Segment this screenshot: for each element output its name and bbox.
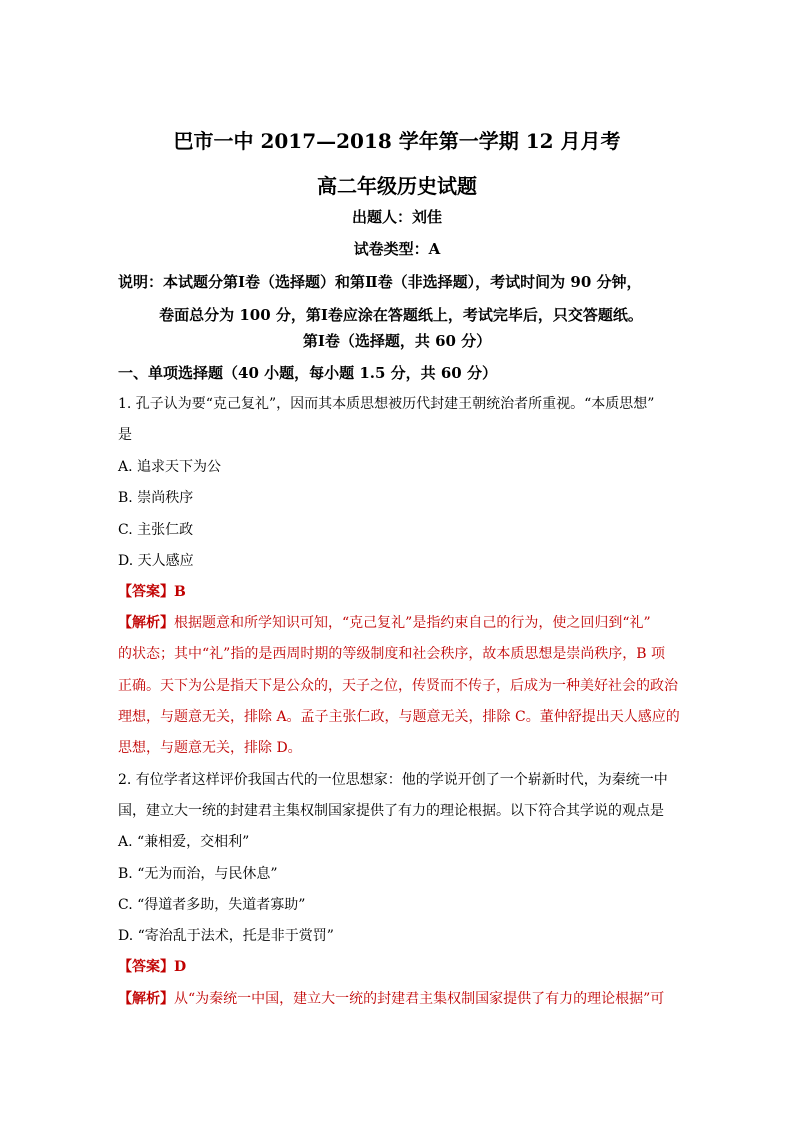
- instructions-line-2: 卷面总分为 100 分，第Ⅰ卷应涂在答题纸上，考试完毕后，只交答题纸。: [159, 306, 643, 324]
- q1-analysis-line-2: 的状态；其中“礼”指的是西周时期的等级制度和社会秩序，故本质思想是崇尚秩序，B 项: [118, 646, 666, 662]
- q2-option-a: A. “兼相爱，交相利”: [118, 834, 250, 850]
- q1-analysis-line-1: [118, 612, 678, 632]
- q2-stem-line-1: 2. 有位学者这样评价我国古代的一位思想家：他的学说开创了一个崭新时代，为秦统一中: [118, 772, 668, 788]
- q1-answer-value: B: [174, 584, 186, 600]
- q1-analysis-line-5: 思想，与题意无关，排除 D。: [118, 740, 302, 756]
- q1-option-c: C. 主张仁政: [118, 522, 194, 538]
- q1-option-d: D. 天人感应: [118, 553, 194, 569]
- q1-analysis-line-4: 理想，与题意无关，排除 A。孟子主张仁政，与题意无关，排除 C。董仲舒提出天人感应的: [118, 709, 680, 725]
- part-heading: 第Ⅰ卷（选择题，共 60 分）: [302, 332, 492, 350]
- q1-analysis-line-3: 正确。天下为公是指天下是公众的，天子之位，传贤而不传子，后成为一种美好社会的政治: [118, 678, 678, 694]
- q2-option-d: D. “寄治乱于法术，托是非于赏罚”: [118, 928, 334, 944]
- q2-option-b: B. “无为而治，与民休息”: [118, 866, 278, 882]
- q2-analysis-label: 【解析】: [118, 991, 174, 1007]
- q1-option-a: A. 追求天下为公: [118, 459, 222, 475]
- instructions-line-1: 说明：本试题分第Ⅰ卷（选择题）和第Ⅱ卷（非选择题），考试时间为 90 分钟，: [118, 273, 642, 291]
- q1-analysis-label: 【解析】: [118, 615, 174, 631]
- exam-subtitle: 高二年级历史试题: [317, 174, 477, 198]
- exam-instructions: [118, 266, 684, 332]
- q2-answer: [118, 956, 678, 976]
- exam-title: 巴市一中 2017—2018 学年第一学期 12 月月考: [173, 129, 621, 153]
- section-heading: 一、单项选择题（40 小题，每小题 1.5 分，共 60 分）: [118, 364, 497, 382]
- q2-analysis-text-1: 从“为秦统一中国，建立大一统的封建君主集权制国家提供了有力的理论根据”可: [174, 991, 665, 1007]
- q2-answer-value: D: [174, 959, 187, 975]
- q1-stem-line-1: 1. 孔子认为要“克己复礼”，因而其本质思想被历代封建王朝统治者所重视。“本质思想”: [118, 396, 655, 412]
- paper-type: 试卷类型：A: [353, 240, 441, 258]
- q1-analysis-text-1: 根据题意和所学知识可知，“克己复礼”是指约束自己的行为，使之回归到“礼”: [174, 615, 651, 631]
- q2-stem-line-2: 国，建立大一统的封建君主集权制国家提供了有力的理论根据。以下符合其学说的观点是: [118, 803, 664, 819]
- q1-option-b: B. 崇尚秩序: [118, 490, 194, 506]
- exam-author: 出题人：刘佳: [351, 208, 442, 226]
- q1-stem-line-2: 是: [118, 427, 132, 443]
- q1-answer: [118, 581, 678, 601]
- q2-analysis-line-1: [118, 988, 678, 1008]
- q2-answer-label: 【答案】: [118, 959, 174, 975]
- q1-answer-label: 【答案】: [118, 584, 174, 600]
- q2-option-c: C. “得道者多助，失道者寡助”: [118, 897, 306, 913]
